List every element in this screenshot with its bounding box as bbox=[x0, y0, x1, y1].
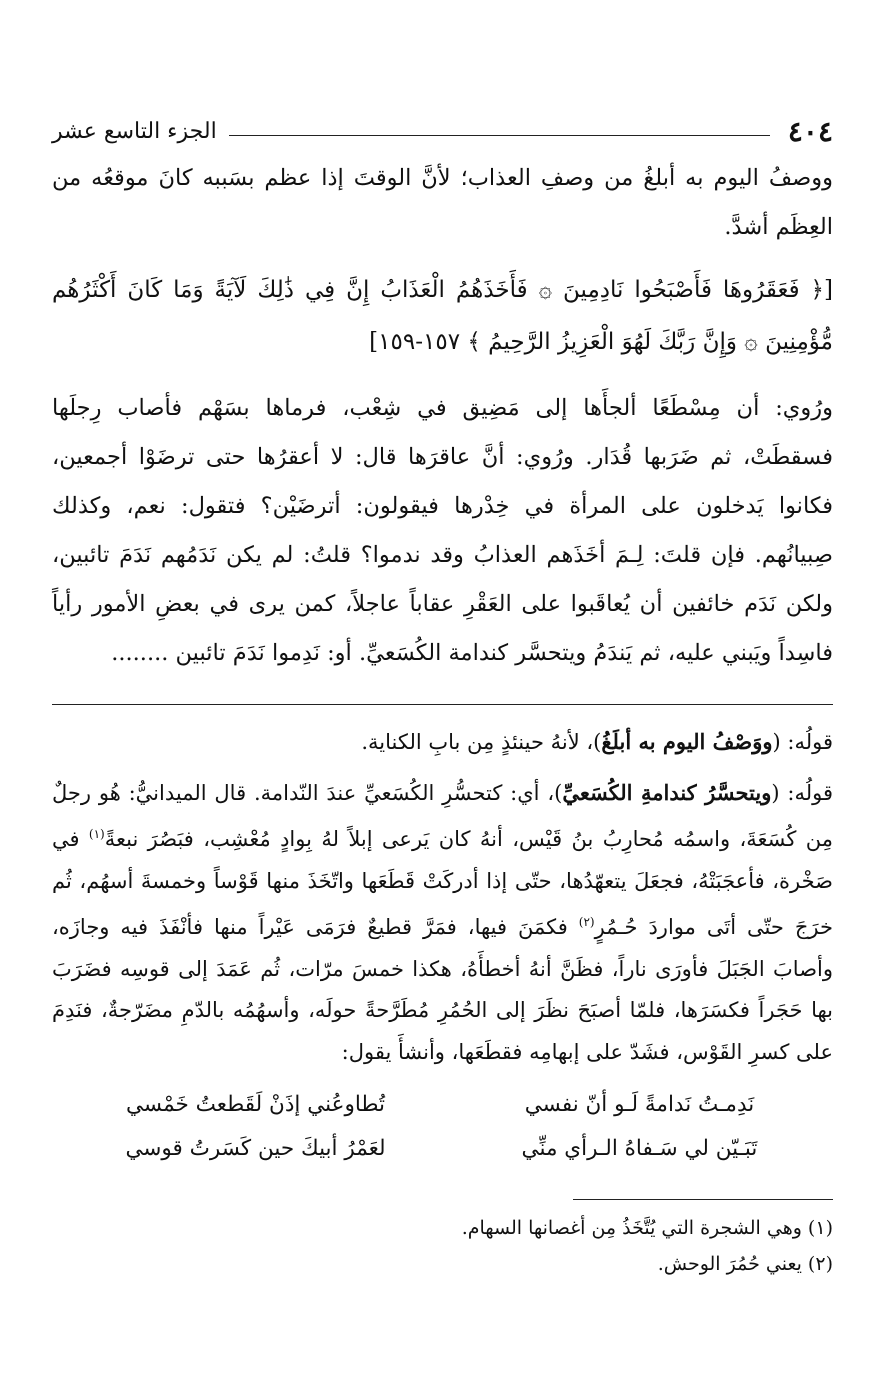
footnote-2: (٢) يعني حُمُرَ الوحش. bbox=[657, 1253, 833, 1275]
commentary-1-text: )، لأنهُ حينئذٍ مِن بابِ الكناية. bbox=[361, 730, 602, 754]
commentary-1-lemma: ووَصْفُ اليوم به أبلَغُ bbox=[601, 729, 773, 754]
footnote-ref-2[interactable]: (٢) bbox=[578, 915, 595, 929]
poem-line bbox=[92, 1083, 803, 1127]
quran-verse: [﴿ فَعَقَرُوهَا فَأَصْبَحُوا نَادِمِينَ ۞ فَأَخَذَهُمُ الْعَذَابُ إِنَّ فِي ذَٰلِكَ لَآيَةً وَمَا كَانَ أَكْثَرُهُم مُّؤْمِنِينَ ۞ وَإِنَّ رَبَّكَ لَهُوَ الْعَزِيزُ الرَّحِيمُ ﴾ ١٥٧-١٥٩] bbox=[52, 277, 833, 355]
poem-line bbox=[92, 1127, 803, 1171]
page-header bbox=[52, 108, 833, 154]
poem bbox=[92, 1083, 803, 1171]
poem-hemistich-left: لعَمْرُ أبيكَ حين كَسَرتُ قوسي bbox=[125, 1136, 386, 1161]
commentary-2-intro: قولُه: ( bbox=[771, 780, 833, 805]
commentary-2 bbox=[52, 772, 833, 1074]
commentary-1-intro: قولُه: ( bbox=[772, 730, 833, 754]
poem-hemistich-right: نَدِمـتُ نَدامةً لَـو أنّ نفسي bbox=[524, 1092, 755, 1117]
footnote-ref-1[interactable]: (١) bbox=[88, 827, 105, 841]
paragraph-1: ووصفُ اليوم به أبلغُ من وصفِ العذاب؛ لأنَّ الوقتَ إذا عظم بسَببه كانَ موقعُه من العِظَم أشدَّ. bbox=[52, 165, 833, 240]
commentary-2-text-b: في صَخْرة، فأعجَبَتْهُ، فجعَلَ يتعهّدُها، حتّى إذا أدركَتْ قَطَعَها واتّخَذَ منها قَوْساً وخمسةَ أسهُم، ثُم خرَجَ حتّى أتَى مواردَ حُـمُرٍ bbox=[52, 827, 833, 939]
footnote-divider bbox=[573, 1199, 833, 1200]
footnote-1: (١) وهي الشجرة التي يُتَّخَذُ مِن أغصانها السهام. bbox=[461, 1217, 833, 1239]
main-text bbox=[52, 154, 833, 678]
book-page bbox=[52, 108, 833, 1282]
commentary-2-text-c: فكمَنَ فيها، فمَرَّ قطيعٌ فرَمَى عَيْراً منها فأنْفَذَ فيه وجازَه، وأصابَ الجَبَلَ فأورَى ناراً، فظَنَّ أنهُ أخطأَهُ، هكذا خمسَ مرّات، ثُم عَمَدَ إلى قوسِه فضَرَبَ بها حَجَراً فكسَرَها، فلمّا أصبَحَ نظَرَ إلى الحُمُرِ مُطَرَّحةً حولَه، وأسهُمُه بالدّمِ مضَرّجةٌ، فنَدِمَ على كسرِ القَوْس، فشَدّ على إبهامِه فقطَعَها، وأنشأَ يقول: bbox=[52, 915, 833, 1064]
page-number: ٤٠٤ bbox=[787, 114, 833, 148]
commentary-2-lemma: ويتحسَّرُ كندامةِ الكُسَعيِّ bbox=[562, 779, 772, 805]
poem-hemistich-right: تَبَـيّن لي سَـفاهُ الـرأي منِّي bbox=[521, 1136, 758, 1161]
paragraph-2: ورُوي: أن مِسْطَعًا ألجأَها إلى مَضِيق في شِعْب، فرماها بسَهْم فأصاب رِجلَها فسقطَتْ، ثم ضَرَبها قُدَار. ورُوي: أنَّ عاقرَها قال: لا أعقرُها حتى ترضَوْا أجمعين، فكانوا يَدخلون على المرأة في خِدْرها فيقولون: أترضَيْن؟ فتقول: نعم، وكذلك صِبيانُهم. فإن قلتَ: لِـمَ أخَذَهم العذابُ وقد ندموا؟ قلتُ: لم يكن نَدَمُهم نَدَمَ تائبين، ولكن نَدَم خائفين أن يُعاقَبوا على العَقْرِ عقاباً عاجلاً، كمن يرى في بعضِ الأمور رأياً فاسِداً ويَبني عليه، ثم يَندَمُ ويتحسَّر كندامة الكُسَعيِّ. أو: نَدِموا نَدَمَ تائبين ........ bbox=[52, 395, 833, 666]
commentary-1 bbox=[52, 721, 833, 764]
footnotes bbox=[52, 1210, 833, 1282]
commentary-2-text-a: )، أي: كتحسُّرِ الكُسَعيِّ عندَ النّدامة. قال الميدانيُّ: هُو رجلٌ مِن كُسَعَةَ، واسمُه مُحارِبُ بنُ قَيْس، أنهُ كان يَرعى إبلاً لهُ بِوادٍ مُعْشِب، فبَصُرَ نبعةً bbox=[52, 780, 833, 851]
commentary-divider bbox=[52, 704, 833, 705]
commentary bbox=[52, 721, 833, 1073]
part-title: الجزء التاسع عشر bbox=[52, 118, 217, 144]
poem-hemistich-left: تُطاوعُني إذَنْ لَقَطعتُ خَمْسي bbox=[126, 1092, 386, 1117]
header-rule bbox=[229, 135, 770, 136]
